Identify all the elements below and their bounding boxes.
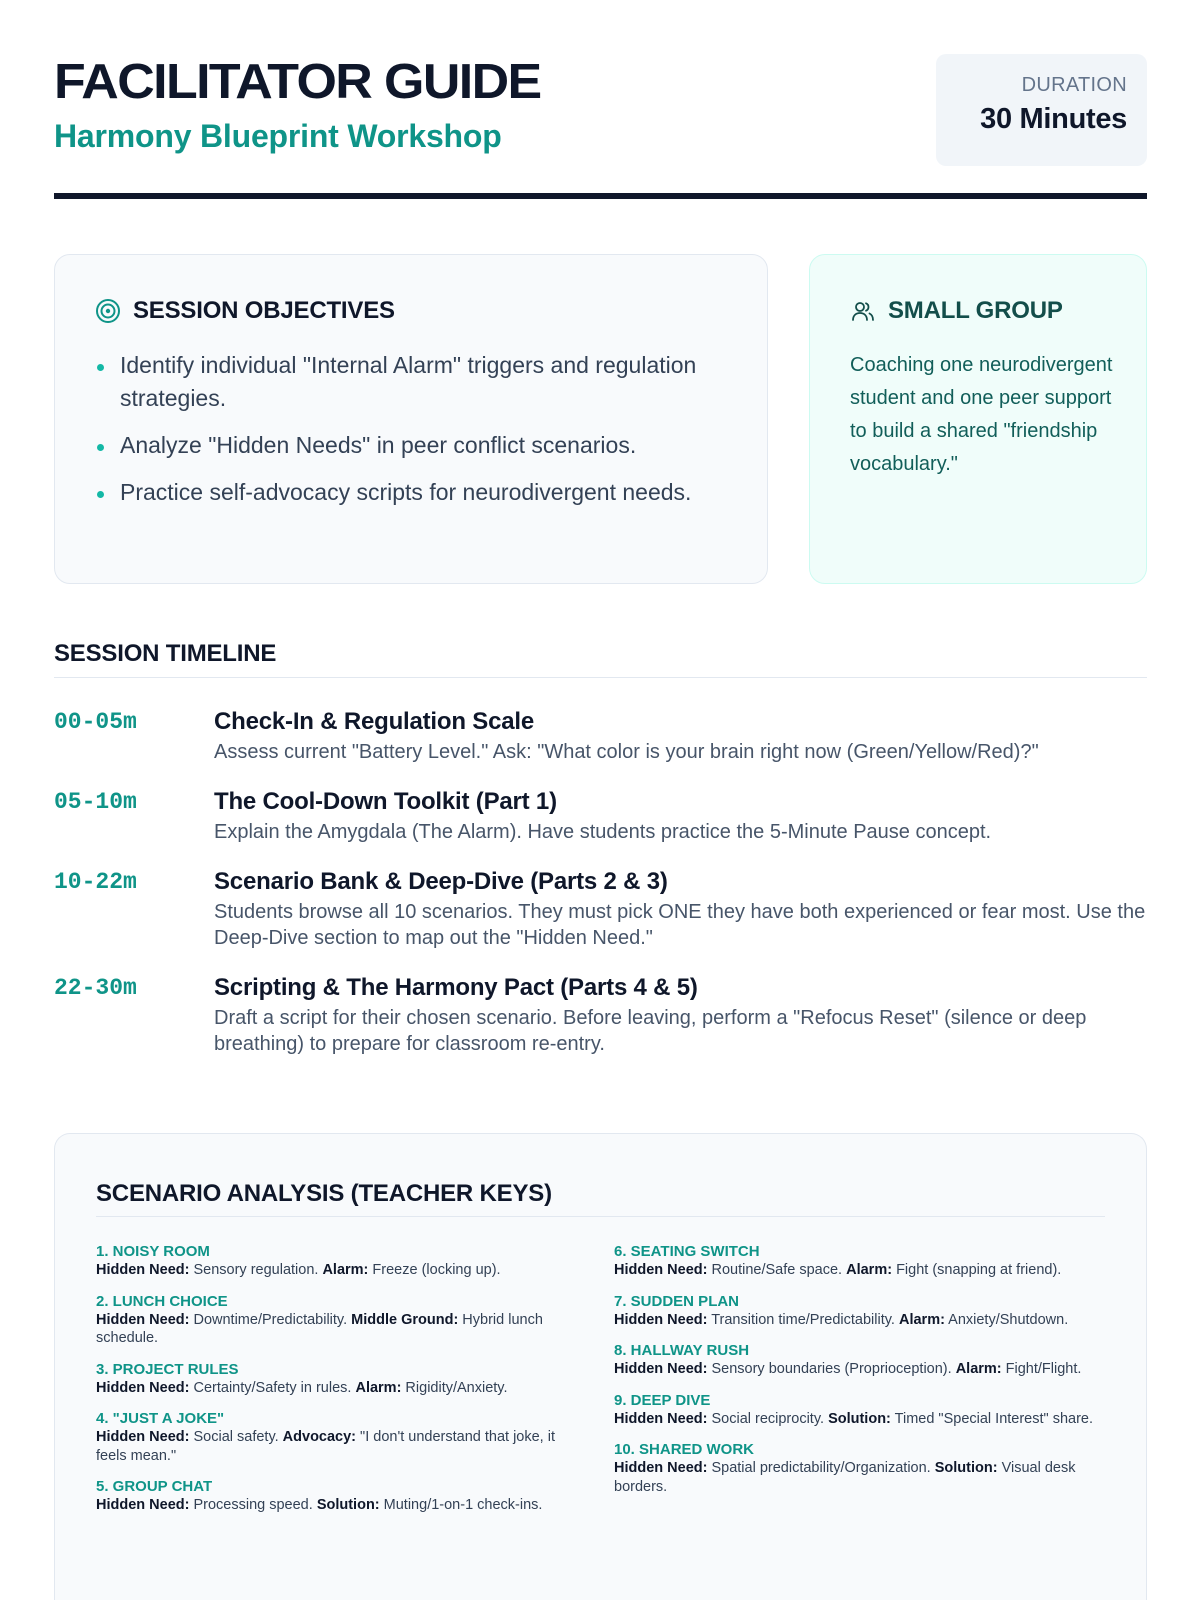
objective-text: Practice self-advocacy scripts for neurodivergent needs. <box>120 479 692 505</box>
objectives-card <box>54 254 768 584</box>
scenario-item <box>614 1243 1106 1280</box>
scenario-name: 3. PROJECT RULES <box>96 1360 239 1378</box>
scenario-item <box>614 1342 1106 1379</box>
timeline-heading: Scripting & The Harmony Pact (Parts 4 & 5) <box>214 974 698 1001</box>
scenario-name: 5. GROUP CHAT <box>96 1478 213 1495</box>
scenario-text: Hidden Need: Processing speed. Solution: Muting/1-on-1 check-ins. <box>96 1497 543 1513</box>
timeline-time: 22-30m <box>54 975 137 1001</box>
timeline-time: 05-10m <box>54 789 137 815</box>
small-group-title: SMALL GROUP <box>888 297 1063 324</box>
scenario-title: SCENARIO ANALYSIS (TEACHER KEYS) <box>96 1180 552 1207</box>
scenario-item <box>614 1441 1106 1496</box>
scenario-item <box>96 1243 588 1280</box>
small-group-card <box>809 254 1147 584</box>
target-icon <box>95 298 121 324</box>
scenario-text: Hidden Need: Social reciprocity. Solution: Timed "Special Interest" share. <box>614 1410 1093 1427</box>
timeline-time: 00-05m <box>54 709 137 735</box>
header-divider <box>54 193 1147 199</box>
timeline-heading: Scenario Bank & Deep-Dive (Parts 2 & 3) <box>214 868 668 895</box>
small-group-text: Coaching one neurodivergent student and one peer support to build a shared "friendship vocabulary." <box>850 354 1113 475</box>
scenario-name: 1. NOISY ROOM <box>96 1243 210 1260</box>
timeline-description: Students browse all 10 scenarios. They must pick ONE they have both experienced or fear most. Use the Deep-Dive section to map out the "Hidden Need." <box>214 901 1146 949</box>
bullet-icon <box>97 491 104 498</box>
header <box>54 0 1147 200</box>
list-item <box>95 349 727 415</box>
scenario-text: Hidden Need: Transition time/Predictability. Alarm: Anxiety/Shutdown. <box>614 1311 1069 1328</box>
scenario-item <box>96 1410 588 1465</box>
scenario-text: Hidden Need: Sensory regulation. Alarm: Freeze (locking up). <box>96 1262 501 1278</box>
timeline-title: SESSION TIMELINE <box>54 640 277 667</box>
scenario-column-left <box>96 1243 588 1528</box>
scenario-name: 4. "JUST A JOKE" <box>96 1410 225 1427</box>
scenario-item <box>96 1293 588 1348</box>
objectives-header <box>95 295 727 327</box>
scenario-name: 7. SUDDEN PLAN <box>614 1292 740 1310</box>
page-title: FACILITATOR GUIDE <box>54 55 541 109</box>
scenario-divider <box>96 1216 1105 1217</box>
scenario-name: 10. SHARED WORK <box>614 1441 755 1458</box>
session-timeline <box>54 707 1147 1079</box>
scenario-name: 9. DEEP DIVE <box>614 1391 711 1409</box>
scenario-item <box>96 1361 588 1398</box>
scenario-text: Hidden Need: Sensory boundaries (Proprioception). Alarm: Fight/Flight. <box>614 1361 1082 1377</box>
objectives-title: SESSION OBJECTIVES <box>133 297 395 324</box>
scenario-text: Hidden Need: Certainty/Safety in rules. Alarm: Rigidity/Anxiety. <box>96 1379 508 1396</box>
objectives-list <box>95 349 727 509</box>
users-icon <box>850 298 876 324</box>
timeline-row <box>54 867 1147 951</box>
facilitator-guide-page <box>54 0 1147 1513</box>
scenario-item <box>96 1478 588 1515</box>
scenario-analysis-card <box>54 1133 1147 1600</box>
scenario-name: 6. SEATING SWITCH <box>614 1243 760 1260</box>
timeline-time: 10-22m <box>54 869 137 895</box>
timeline-divider <box>54 677 1147 678</box>
scenario-item <box>614 1392 1106 1429</box>
bullet-icon <box>97 444 104 451</box>
timeline-description: Assess current "Battery Level." Ask: "What color is your brain right now (Green/Yellow/Red)?" <box>214 741 1039 763</box>
duration-label: DURATION <box>1021 74 1127 96</box>
scenario-text: Hidden Need: Spatial predictability/Organization. Solution: Visual desk borders. <box>614 1460 1076 1495</box>
scenario-text: Hidden Need: Downtime/Predictability. Middle Ground: Hybrid lunch schedule. <box>96 1311 543 1346</box>
duration-value: 30 Minutes <box>980 103 1127 135</box>
timeline-description: Explain the Amygdala (The Alarm). Have students practice the 5-Minute Pause concept. <box>214 821 992 843</box>
scenario-name: 2. LUNCH CHOICE <box>96 1292 228 1310</box>
list-item <box>95 476 727 509</box>
scenario-column-right <box>614 1243 1106 1509</box>
timeline-heading: The Cool-Down Toolkit (Part 1) <box>214 788 557 815</box>
timeline-description: Draft a script for their chosen scenario. Before leaving, perform a "Refocus Reset" (silence or deep breathing) to prepare for classroom re-entry. <box>214 1007 1087 1055</box>
scenario-text: Hidden Need: Social safety. Advocacy: "I don't understand that joke, it feels mean." <box>96 1429 555 1464</box>
info-cards <box>54 254 1147 584</box>
objective-text: Analyze "Hidden Needs" in peer conflict scenarios. <box>120 432 637 458</box>
scenario-item <box>614 1293 1106 1330</box>
objective-text: Identify individual "Internal Alarm" triggers and regulation strategies. <box>120 352 697 411</box>
list-item <box>95 429 727 462</box>
small-group-header <box>850 295 1116 327</box>
page-subtitle: Harmony Blueprint Workshop <box>54 118 502 154</box>
duration-badge <box>936 54 1147 166</box>
timeline-row <box>54 787 1147 845</box>
timeline-row <box>54 707 1147 765</box>
scenario-name: 8. HALLWAY RUSH <box>614 1342 750 1359</box>
timeline-heading: Check-In & Regulation Scale <box>214 708 535 735</box>
scenario-text: Hidden Need: Routine/Safe space. Alarm: Fight (snapping at friend). <box>614 1262 1062 1278</box>
timeline-row <box>54 973 1147 1057</box>
bullet-icon <box>97 364 104 371</box>
